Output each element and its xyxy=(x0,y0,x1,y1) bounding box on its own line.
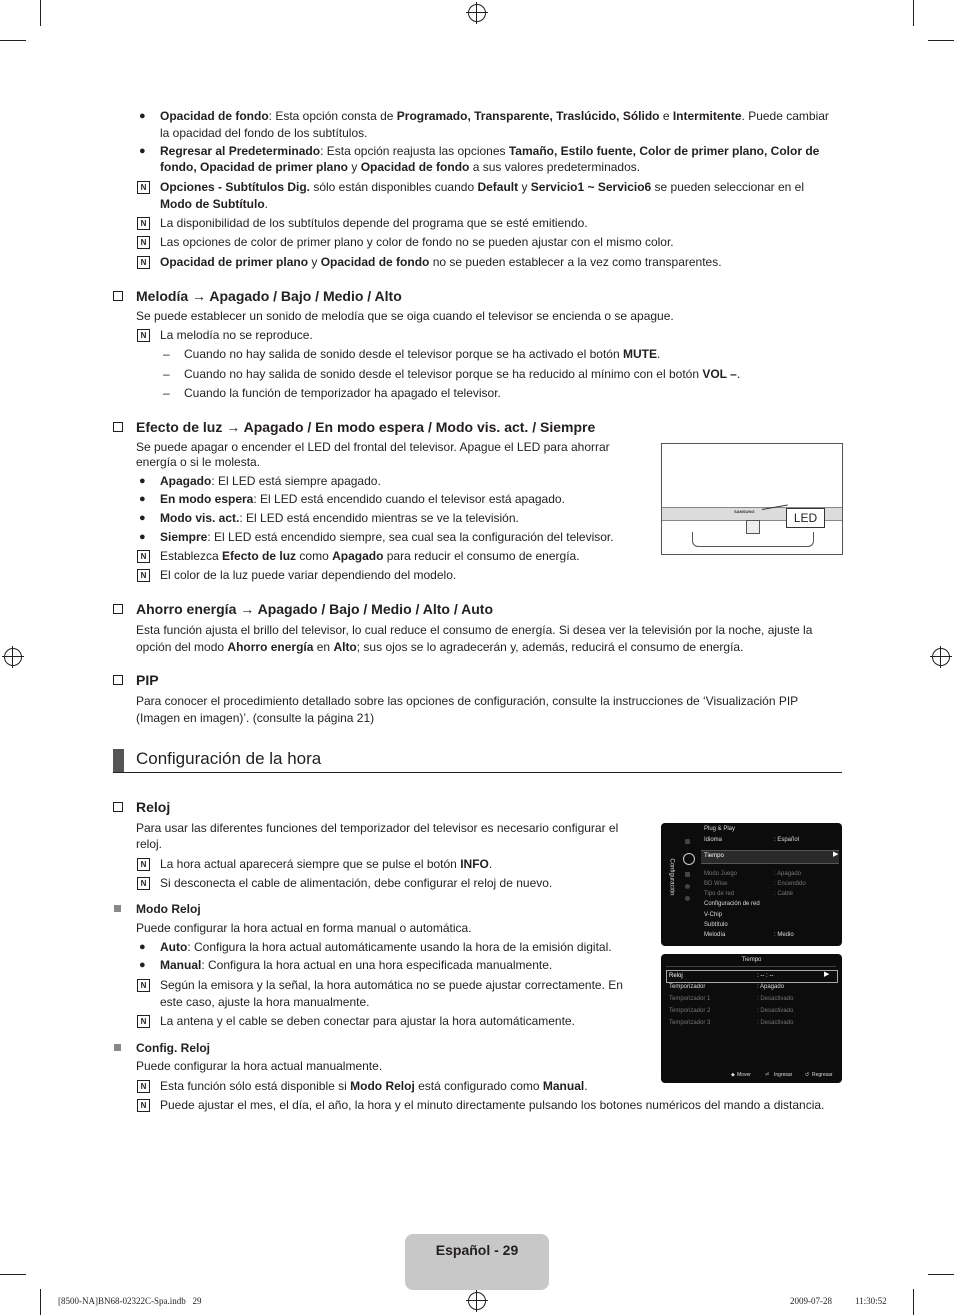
registration-mark-icon xyxy=(932,648,950,666)
osd-row-value: : Cable xyxy=(774,891,794,897)
note-text: Las opciones de color de primer plano y color de fondo no se pueden ajustar con el mismo color. xyxy=(160,235,674,249)
osd-row-value: : Desactivado xyxy=(757,996,794,1002)
note-icon: N xyxy=(137,1099,150,1112)
osd-row-label: Idioma xyxy=(704,837,723,843)
config-reloj-desc: Puede configurar la hora actual manualmente. xyxy=(136,1059,383,1073)
gear-icon xyxy=(683,853,695,865)
pip-desc: Para conocer el procedimiento detallado sobre las opciones de configuración, consulte la instrucciones de ‘Visualización PIP xyxy=(136,694,799,708)
note-icon: N xyxy=(137,181,150,194)
note-icon: N xyxy=(137,858,150,871)
osd-row-label: Tiempo xyxy=(704,853,724,859)
note-icon: N xyxy=(137,329,150,342)
osd-row-label: Melodía xyxy=(704,932,726,938)
footer-date: 2009-07-28 ￿￿ 11:30:52 xyxy=(790,1296,887,1306)
osd-row-label: Tipo de red xyxy=(704,891,735,897)
bullet-text: la opacidad del fondo de los subtítulos. xyxy=(160,126,368,140)
note-text: La hora actual aparecerá siempre que se pulse el botón INFO. xyxy=(160,857,493,871)
bullet-icon: ● xyxy=(139,475,146,487)
checkbox-icon xyxy=(113,291,123,301)
osd-row-label: Temporizador 1 xyxy=(669,996,711,1002)
bullet-text: Siempre: El LED está encendido siempre, sea cual sea la configuración del televisor. xyxy=(160,530,614,544)
tv-brand: SAMSUNG xyxy=(734,509,755,514)
bullet-text: Apagado: El LED está siempre apagado. xyxy=(160,474,381,488)
bullet-icon: ● xyxy=(139,493,146,505)
checkbox-icon xyxy=(113,422,123,432)
ahorro-desc: Esta función ajusta el brillo del televisor, lo cual reduce el consumo de energía. Si desea ver la televisión por la noche, ajuste la xyxy=(136,623,813,637)
osd-row-label: BD Wise xyxy=(704,881,728,887)
dash-icon: – xyxy=(163,367,170,381)
note-icon: N xyxy=(137,256,150,269)
crop-mark xyxy=(40,1289,41,1315)
crop-mark xyxy=(913,0,914,26)
note-icon: N xyxy=(137,569,150,582)
dash-text: Cuando la función de temporizador ha apagado el televisor. xyxy=(184,386,501,400)
reloj-desc: reloj. xyxy=(136,837,163,851)
tv-icon xyxy=(685,839,690,844)
input-icon xyxy=(685,872,690,877)
section-rule xyxy=(113,772,842,773)
melodia-desc: Se puede establecer un sonido de melodía que se oiga cuando el televisor se encienda o se apague. xyxy=(136,309,674,323)
modo-reloj-desc: Puede configurar la hora actual en forma manual o automática. xyxy=(136,921,472,935)
chevron-right-icon: ▶ xyxy=(824,971,830,978)
note-text: este caso, ajuste la hora manualmente. xyxy=(160,995,370,1009)
bullet-text: En modo espera: El LED está encendido cuando el televisor está apagado. xyxy=(160,492,565,506)
crop-mark xyxy=(40,0,41,26)
dash-icon: – xyxy=(163,386,170,400)
square-bullet-icon xyxy=(114,905,121,912)
note-icon: N xyxy=(137,1080,150,1093)
bullet-text: fondo, Opacidad de primer plano y Opacidad de fondo a sus valores predeterminados. xyxy=(160,160,641,174)
footer-file: [8500-NA]BN68-02322C-Spa.indb 29 xyxy=(58,1296,202,1306)
crop-mark xyxy=(0,1274,26,1275)
osd-row-value: : Apagado xyxy=(774,871,802,877)
osd-row-label: Temporizador 2 xyxy=(669,1008,711,1014)
dash-icon: – xyxy=(163,347,170,361)
osd-row-value: : Español xyxy=(774,837,800,843)
registration-mark-icon xyxy=(4,648,22,666)
move-icon: ◆ xyxy=(731,1072,735,1078)
crop-mark xyxy=(913,1289,914,1315)
osd-row-value: : Medio xyxy=(774,932,794,938)
efecto-desc: energía o si le molesta. xyxy=(136,455,261,469)
led-label: LED xyxy=(786,508,825,528)
osd-title: Tiempo xyxy=(741,957,762,963)
note-text: Modo de Subtítulo. xyxy=(160,197,268,211)
note-text: Establezca Efecto de luz como Apagado para reducir el consumo de energía. xyxy=(160,549,580,563)
crop-mark xyxy=(928,1274,954,1275)
page-number: Español - 29 xyxy=(435,1242,519,1258)
heading-ahorro: Ahorro energía → Apagado / Bajo / Medio / Alto / Auto xyxy=(136,601,494,617)
osd-footer-enter: Ingresar xyxy=(774,1072,793,1078)
osd-footer-move: Mover xyxy=(737,1072,751,1078)
note-icon: N xyxy=(137,979,150,992)
bullet-icon: ● xyxy=(139,941,146,953)
heading-pip: PIP xyxy=(136,672,159,688)
bullet-icon: ● xyxy=(139,145,146,157)
osd-config-menu xyxy=(661,823,842,946)
note-text: Opciones - Subtítulos Dig. sólo están disponibles cuando Default y Servicio1 ~ Servicio6 se pueden seleccionar en el xyxy=(160,180,804,194)
config-reloj-heading: Config. Reloj xyxy=(136,1041,210,1055)
note-icon: N xyxy=(137,236,150,249)
bullet-regresar: Regresar al Predeterminado: Esta opción reajusta las opciones Tamaño, Estilo fuente, Color de primer plano, Color de xyxy=(160,144,820,158)
osd-row-label: Configuración de red xyxy=(704,901,760,907)
osd-row-label: Temporizador xyxy=(669,984,706,990)
bullet-text: Manual: Configura la hora actual en una hora especificada manualmente. xyxy=(160,958,553,972)
ahorro-desc: opción del modo Ahorro energía en Alto; sus ojos se lo agradecerán y, además, reducirá el consumo de energía. xyxy=(136,640,744,654)
dash-text: Cuando no hay salida de sonido desde el televisor porque se ha activado el botón MUTE. xyxy=(184,347,661,361)
bullet-icon: ● xyxy=(139,512,146,524)
osd-row-label: Plug & Play xyxy=(704,826,736,832)
osd-row-value: : Apagado xyxy=(757,984,785,990)
return-icon: ↺ xyxy=(805,1072,810,1078)
reloj-desc: Para usar las diferentes funciones del temporizador del televisor es necesario configurar el xyxy=(136,821,619,835)
note-icon: N xyxy=(137,877,150,890)
checkbox-icon xyxy=(113,802,123,812)
support-icon xyxy=(685,884,690,889)
registration-mark-icon xyxy=(468,1292,486,1310)
bullet-icon: ● xyxy=(139,110,146,122)
osd-row-label: Temporizador 3 xyxy=(669,1020,711,1026)
pip-desc: (Imagen en imagen)’. (consulte la página 21) xyxy=(136,711,375,725)
square-bullet-icon xyxy=(114,1044,121,1051)
note-icon: N xyxy=(137,217,150,230)
help-icon xyxy=(685,896,690,901)
note-icon: N xyxy=(137,1015,150,1028)
bullet-opacidad-fondo: Opacidad de fondo: Esta opción consta de Programado, Transparente, Traslúcido, Sólido e Intermitente. Puede cambiar xyxy=(160,109,829,123)
crop-mark xyxy=(928,40,954,41)
osd-row-value: : Encendido xyxy=(774,881,806,887)
efecto-desc: Se puede apagar o encender el LED del frontal del televisor. Apague el LED para ahorrar xyxy=(136,440,610,454)
note-text: La disponibilidad de los subtítulos depende del programa que se esté emitiendo. xyxy=(160,216,588,230)
osd-row-label: V-Chip xyxy=(704,912,723,918)
note-icon: N xyxy=(137,550,150,563)
enter-icon: ⏎ xyxy=(765,1072,770,1078)
bullet-icon: ● xyxy=(139,531,146,543)
note-text: El color de la luz puede variar dependiendo del modelo. xyxy=(160,568,457,582)
note-text: Opacidad de primer plano y Opacidad de fondo no se pueden establecer a la vez como transparentes. xyxy=(160,255,722,269)
note-text: Esta función sólo está disponible si Modo Reloj está configurado como Manual. xyxy=(160,1079,588,1093)
bullet-icon: ● xyxy=(139,959,146,971)
osd-footer-return: Regresar xyxy=(812,1072,833,1078)
osd-side-label: Configuración xyxy=(668,858,675,896)
checkbox-icon xyxy=(113,604,123,614)
note-text: La antena y el cable se deben conectar para ajustar la hora automáticamente. xyxy=(160,1014,575,1028)
osd-row-value: : Desactivado xyxy=(757,1008,794,1014)
osd-row-label: Modo Juego xyxy=(704,871,738,877)
note-text: Puede ajustar el mes, el día, el año, la hora y el minuto directamente pulsando los botones numéricos del mando a distancia. xyxy=(160,1098,825,1112)
heading-melodia: Melodía → Apagado / Bajo / Medio / Alto xyxy=(136,288,402,304)
bullet-text: Auto: Configura la hora actual automáticamente usando la hora de la emisión digital. xyxy=(160,940,612,954)
osd-row-label: Reloj xyxy=(669,973,683,979)
tv-illustration xyxy=(661,443,843,555)
checkbox-icon xyxy=(113,675,123,685)
section-title: Configuración de la hora xyxy=(136,749,322,768)
heading-reloj: Reloj xyxy=(136,799,171,815)
note-text: Si desconecta el cable de alimentación, debe configurar el reloj de nuevo. xyxy=(160,876,553,890)
note-text: La melodía no se reproduce. xyxy=(160,328,313,342)
osd-selected-row xyxy=(666,970,838,983)
osd-row-value: : Desactivado xyxy=(757,1020,794,1026)
section-bar-icon xyxy=(113,749,124,772)
osd-row-label: Subtítulo xyxy=(704,922,728,928)
chevron-right-icon: ▶ xyxy=(833,851,839,858)
crop-mark xyxy=(0,40,26,41)
osd-tiempo-menu xyxy=(661,954,842,1083)
bullet-text: Modo vis. act.: El LED está encendido mientras se ve la televisión. xyxy=(160,511,519,525)
dash-text: Cuando no hay salida de sonido desde el televisor porque se ha reducido al mínimo con el botón VOL –. xyxy=(184,367,741,381)
note-text: Según la emisora y la señal, la hora automática no se puede ajustar correctamente. En xyxy=(160,978,623,992)
osd-row-value: : -- : -- xyxy=(757,973,774,979)
heading-efecto-luz: Efecto de luz → Apagado / En modo espera / Modo vis. act. / Siempre xyxy=(136,419,596,435)
registration-mark-icon xyxy=(468,4,486,22)
modo-reloj-heading: Modo Reloj xyxy=(136,902,201,916)
